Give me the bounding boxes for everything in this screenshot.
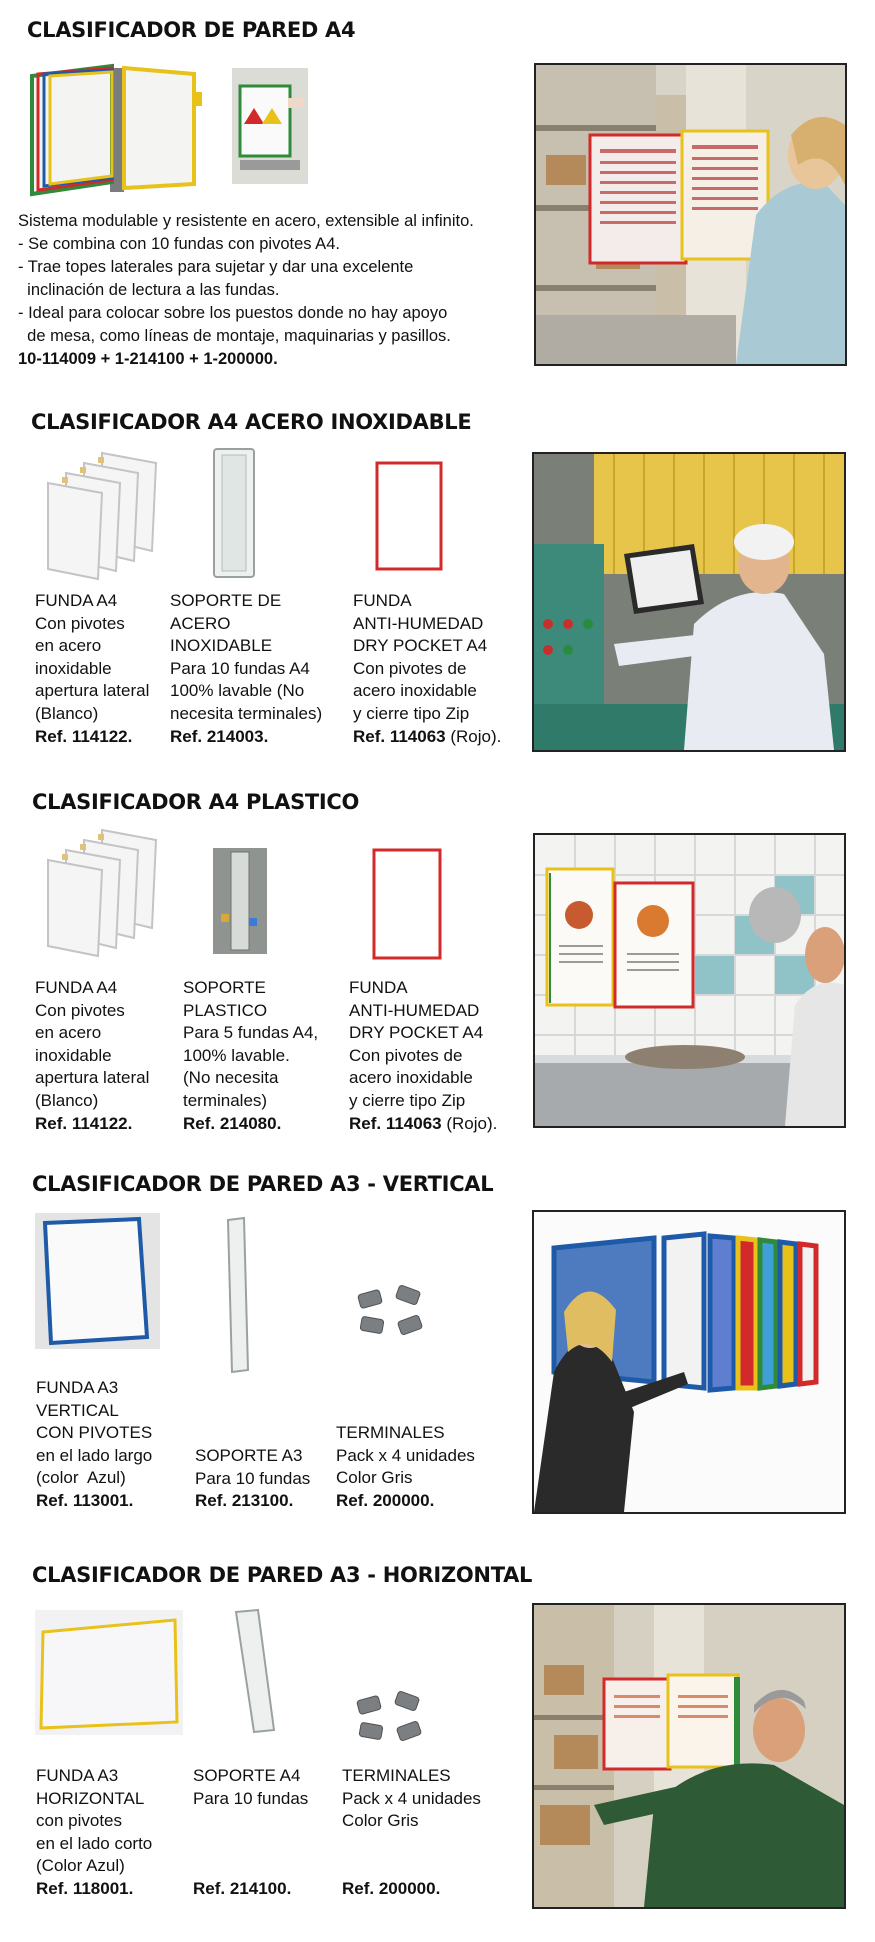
funda-a4-white-image-2 — [32, 820, 162, 958]
product-dry-pocket: FUNDA ANTI-HUMEDAD DRY POCKET A4 Con pivotes de acero inoxidable y cierre tipo Zip Ref. 114063 (Rojo). — [353, 591, 502, 746]
product-soporte-plastico: SOPORTE PLASTICO Para 5 fundas A4, 100% lavable. (No necesita terminales) Ref. 214080. — [183, 978, 319, 1133]
section-description: Sistema modulable y resistente en acero, extensible al infinito. - Se combina con 10 fundas con pivotes A4. - Trae topes laterales para sujetar y dar una excelente inclinación de lectura a las fundas. - Ideal para colocar sobre los puestos donde no hay apoyo de mesa, como líneas de montaje, maquinarias y pasillos. 10-114009 + 1-214100 + 1-200000. — [18, 210, 538, 371]
product-funda-a4-2: FUNDA A4 Con pivotes en acero inoxidable apertura lateral (Blanco) Ref. 114122. — [35, 978, 150, 1133]
product-soporte-a4: SOPORTE A4 Para 10 fundas Ref. 214100. — [193, 1766, 309, 1898]
warehouse-photo — [534, 63, 847, 366]
soporte-a3-image — [218, 1216, 256, 1376]
soporte-acero-image — [200, 443, 268, 583]
product-soporte-acero: SOPORTE DE ACERO INOXIDABLE Para 10 fundas A4 100% lavable (No necesita terminales) Ref. 214003. — [170, 591, 323, 746]
factory-worker-photo — [532, 452, 846, 752]
soporte-plastico-image — [213, 848, 267, 954]
funda-a3-blue-image — [35, 1213, 160, 1349]
section-title-a3-horizontal: CLASIFICADOR DE PARED A3 - HORIZONTAL — [32, 1563, 533, 1587]
product-terminales: TERMINALES Pack x 4 unidades Color Gris Ref. 200000. — [336, 1423, 475, 1510]
soporte-a4-image — [230, 1606, 282, 1736]
dry-pocket-red-image — [367, 455, 451, 577]
a3-vertical-display-photo — [532, 1210, 846, 1514]
kitchen-photo — [533, 833, 846, 1128]
section-title-a4-plastico: CLASIFICADOR A4 PLASTICO — [32, 790, 360, 814]
warehouse-worker-photo — [532, 1603, 846, 1909]
terminales-image — [353, 1282, 437, 1344]
product-funda-a4: FUNDA A4 Con pivotes en acero inoxidable apertura lateral (Blanco) Ref. 114122. — [35, 591, 150, 746]
section-title-acero-inoxidable: CLASIFICADOR A4 ACERO INOXIDABLE — [31, 410, 472, 434]
funda-a3-horizontal-image — [35, 1610, 183, 1735]
product-dry-pocket-2: FUNDA ANTI-HUMEDAD DRY POCKET A4 Con pivotes de acero inoxidable y cierre tipo Zip Ref. 114063 (Rojo). — [349, 978, 498, 1133]
section-refs: 10-114009 + 1-214100 + 1-200000. — [18, 350, 278, 368]
terminales-image-2 — [352, 1688, 436, 1750]
product-funda-a3-vertical: FUNDA A3 VERTICAL CON PIVOTES en el lado largo (color Azul) Ref. 113001. — [36, 1378, 153, 1510]
product-soporte-a3: SOPORTE A3 Para 10 fundas Ref. 213100. — [195, 1446, 311, 1511]
dry-pocket-red-image-2 — [366, 840, 450, 966]
wall-classifier-product-image — [28, 62, 206, 198]
product-terminales-2: TERMINALES Pack x 4 unidades Color Gris Ref. 200000. — [342, 1766, 481, 1898]
wall-classifier-usage-image — [232, 68, 308, 184]
section-title-a3-vertical: CLASIFICADOR DE PARED A3 - VERTICAL — [32, 1172, 494, 1196]
section-title-pared-a4: CLASIFICADOR DE PARED A4 — [27, 18, 356, 42]
product-funda-a3-horizontal: FUNDA A3 HORIZONTAL con pivotes en el lado corto (Color Azul) Ref. 118001. — [36, 1766, 153, 1898]
funda-a4-white-image — [32, 443, 162, 581]
